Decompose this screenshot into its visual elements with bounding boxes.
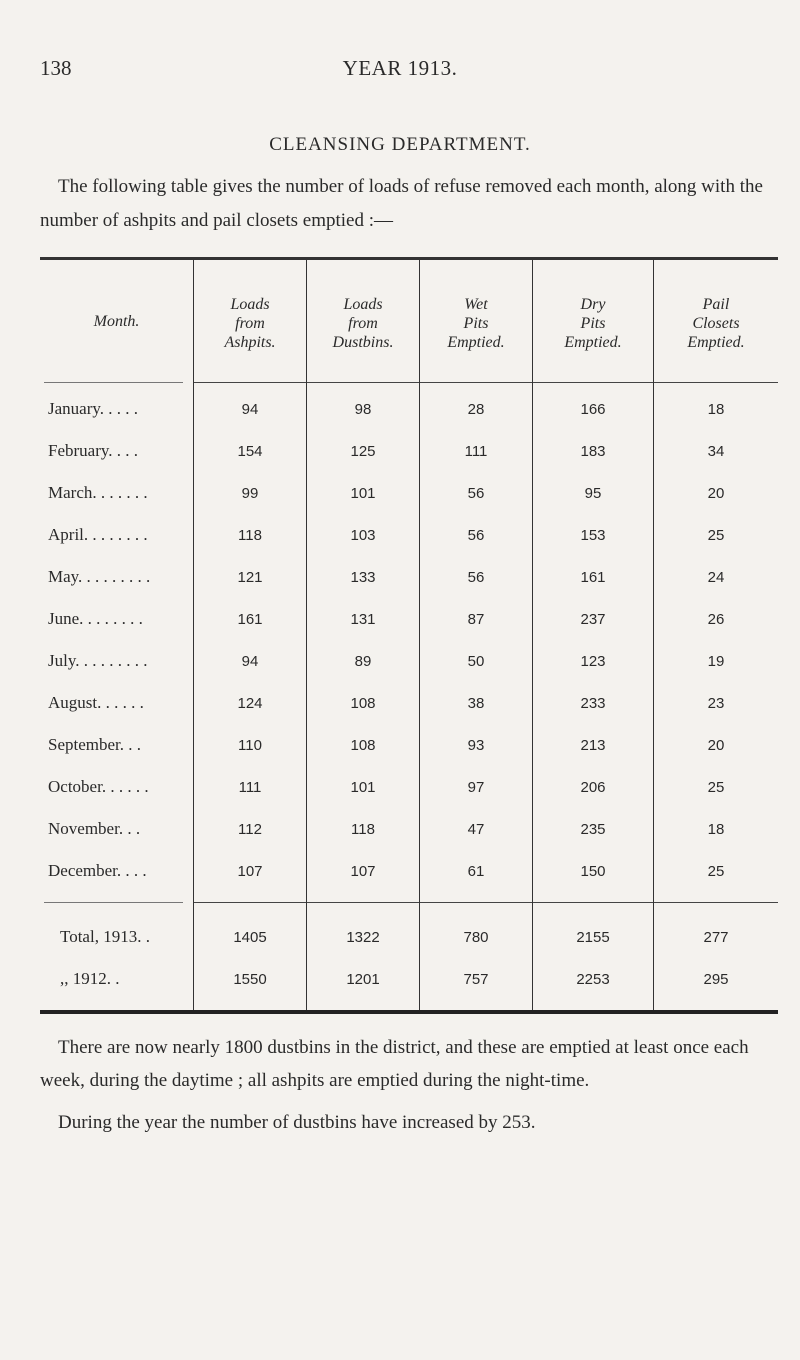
table-row [40, 472, 778, 514]
cell-month: November. . . [48, 819, 141, 838]
table-bottom-rule [40, 1010, 778, 1014]
table-row [40, 850, 778, 892]
cell-month: April. . . . . . . . [48, 525, 148, 544]
total-rows [40, 916, 778, 1000]
closing-text-2: During the year the number of dustbins have increased by 253. [58, 1112, 536, 1133]
cell-loads-ashpits: 1405 [193, 916, 306, 958]
refuse-table [40, 257, 778, 1014]
cell-loads-ashpits: 111 [193, 766, 306, 808]
cell-loads-ashpits: 99 [193, 472, 306, 514]
cell-loads-ashpits: 161 [193, 598, 306, 640]
intro-paragraph [40, 170, 780, 238]
cell-loads-ashpits: 154 [193, 430, 306, 472]
cell-pail-closets: 23 [653, 682, 778, 724]
cell-loads-dustbins: 101 [306, 766, 419, 808]
cell-pail-closets: 277 [653, 916, 778, 958]
cell-dry-pits: 237 [532, 598, 653, 640]
closing-paragraphs [40, 1031, 780, 1148]
cell-wet-pits: 93 [419, 724, 532, 766]
cell-loads-dustbins: 133 [306, 556, 419, 598]
cell-pail-closets: 18 [653, 388, 778, 430]
header-loads-from-ashpits: Loads from Ashpits. [193, 260, 306, 382]
cell-month: August. . . . . . [48, 693, 144, 712]
cell-month: September. . . [48, 735, 142, 754]
table-row [40, 766, 778, 808]
cell-wet-pits: 50 [419, 640, 532, 682]
cell-wet-pits: 780 [419, 916, 532, 958]
table-row [40, 640, 778, 682]
page-number: 138 [40, 56, 72, 80]
cell-dry-pits: 95 [532, 472, 653, 514]
cell-month: Total, 1913. . [60, 927, 150, 946]
month-rows [40, 388, 778, 892]
cell-wet-pits: 56 [419, 556, 532, 598]
cell-pail-closets: 25 [653, 850, 778, 892]
table-row [40, 958, 778, 1000]
cell-pail-closets: 20 [653, 724, 778, 766]
cell-wet-pits: 28 [419, 388, 532, 430]
cell-loads-dustbins: 103 [306, 514, 419, 556]
header-dry-pits-emptied: Dry Pits Emptied. [532, 260, 653, 382]
table-row [40, 916, 778, 958]
cell-month: ,, 1912. . [60, 969, 120, 988]
cell-wet-pits: 38 [419, 682, 532, 724]
cell-month: January. . . . . [48, 399, 139, 418]
cell-loads-dustbins: 1322 [306, 916, 419, 958]
cell-pail-closets: 19 [653, 640, 778, 682]
cell-loads-ashpits: 94 [193, 640, 306, 682]
cell-pail-closets: 25 [653, 766, 778, 808]
cell-loads-dustbins: 125 [306, 430, 419, 472]
header-pail-closets-emptied: Pail Closets Emptied. [653, 260, 778, 382]
cell-dry-pits: 233 [532, 682, 653, 724]
cell-wet-pits: 56 [419, 472, 532, 514]
cell-loads-ashpits: 107 [193, 850, 306, 892]
table-row [40, 682, 778, 724]
cell-loads-dustbins: 108 [306, 682, 419, 724]
cell-dry-pits: 2155 [532, 916, 653, 958]
cell-loads-dustbins: 107 [306, 850, 419, 892]
cell-loads-dustbins: 108 [306, 724, 419, 766]
table-row [40, 598, 778, 640]
cell-wet-pits: 87 [419, 598, 532, 640]
cell-dry-pits: 183 [532, 430, 653, 472]
cell-dry-pits: 2253 [532, 958, 653, 1000]
cell-loads-dustbins: 131 [306, 598, 419, 640]
cell-month: July. . . . . . . . . [48, 651, 148, 670]
table-row [40, 388, 778, 430]
cell-loads-dustbins: 89 [306, 640, 419, 682]
table-row [40, 808, 778, 850]
header-month: Month. [93, 312, 140, 330]
cell-loads-ashpits: 124 [193, 682, 306, 724]
section-title: CLEANSING DEPARTMENT. [269, 134, 531, 155]
cell-month: May. . . . . . . . . [48, 567, 151, 586]
cell-pail-closets: 18 [653, 808, 778, 850]
cell-dry-pits: 206 [532, 766, 653, 808]
cell-dry-pits: 123 [532, 640, 653, 682]
cell-month: June. . . . . . . . [48, 609, 143, 628]
cell-month: February. . . . [48, 441, 139, 460]
cell-loads-ashpits: 1550 [193, 958, 306, 1000]
cell-loads-dustbins: 118 [306, 808, 419, 850]
cell-dry-pits: 235 [532, 808, 653, 850]
cell-loads-dustbins: 98 [306, 388, 419, 430]
cell-month: October. . . . . . [48, 777, 149, 796]
cell-loads-dustbins: 101 [306, 472, 419, 514]
cell-loads-ashpits: 110 [193, 724, 306, 766]
cell-pail-closets: 20 [653, 472, 778, 514]
cell-loads-ashpits: 112 [193, 808, 306, 850]
cell-dry-pits: 153 [532, 514, 653, 556]
intro-text: The following table gives the number of loads of refuse removed each month, along with the number of ashpits and pail closets emptied :— [40, 176, 763, 231]
cell-pail-closets: 25 [653, 514, 778, 556]
cell-wet-pits: 111 [419, 430, 532, 472]
cell-pail-closets: 34 [653, 430, 778, 472]
table-header-row [40, 260, 778, 382]
cell-wet-pits: 97 [419, 766, 532, 808]
table-row [40, 556, 778, 598]
cell-dry-pits: 166 [532, 388, 653, 430]
running-title: YEAR 1913. [342, 56, 458, 80]
cell-wet-pits: 47 [419, 808, 532, 850]
cell-dry-pits: 161 [532, 556, 653, 598]
cell-month: March. . . . . . . [48, 483, 148, 502]
closing-text-1: There are now nearly 1800 dustbins in the district, and these are emptied at least once each week, during the daytime ; all ashpits are emptied during the night-time. [40, 1037, 749, 1091]
cell-dry-pits: 150 [532, 850, 653, 892]
table-row [40, 724, 778, 766]
cell-wet-pits: 757 [419, 958, 532, 1000]
table-row [40, 430, 778, 472]
cell-wet-pits: 56 [419, 514, 532, 556]
cell-dry-pits: 213 [532, 724, 653, 766]
cell-month: December. . . . [48, 861, 147, 880]
table-row [40, 514, 778, 556]
header-loads-from-dustbins: Loads from Dustbins. [306, 260, 419, 382]
cell-wet-pits: 61 [419, 850, 532, 892]
cell-pail-closets: 26 [653, 598, 778, 640]
cell-pail-closets: 24 [653, 556, 778, 598]
cell-loads-ashpits: 94 [193, 388, 306, 430]
cell-loads-ashpits: 118 [193, 514, 306, 556]
cell-pail-closets: 295 [653, 958, 778, 1000]
cell-loads-ashpits: 121 [193, 556, 306, 598]
cell-loads-dustbins: 1201 [306, 958, 419, 1000]
header-wet-pits-emptied: Wet Pits Emptied. [419, 260, 532, 382]
